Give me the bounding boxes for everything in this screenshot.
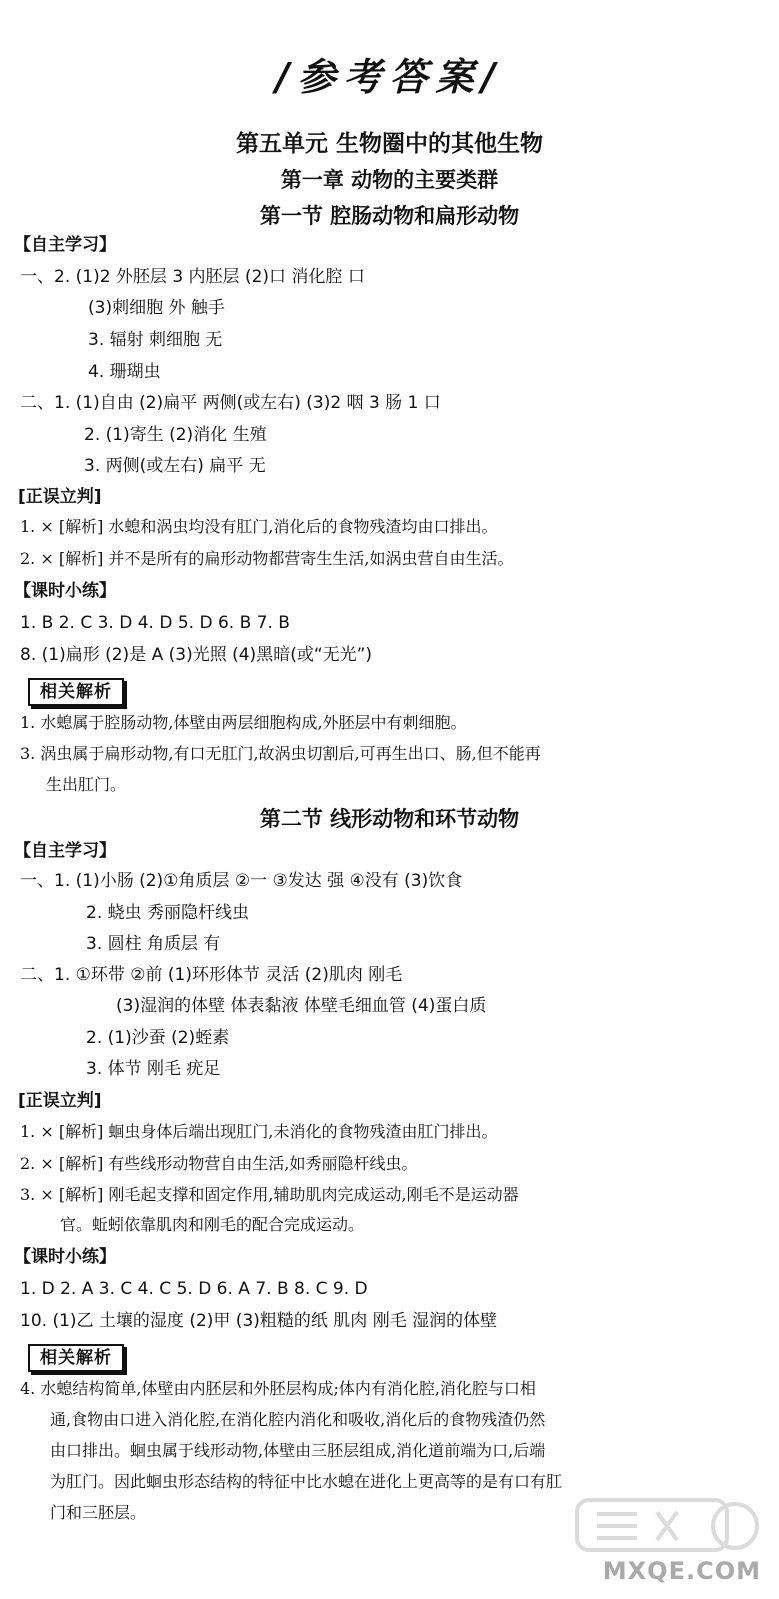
section2-zizhu-line: 3. 圆柱 角质层 有 bbox=[86, 934, 221, 954]
section2-zhengwu-line: 3. × [解析] 刚毛起支撑和固定作用,辅助肌肉完成运动,刚毛不是运动器 bbox=[20, 1185, 519, 1204]
section1-zhengwu-line: 2. × [解析] 并不是所有的扁形动物都营寄生生活,如涡虫营自由生活。 bbox=[20, 549, 514, 568]
section2-jiexi-tag bbox=[28, 1344, 158, 1368]
section1-keshi-line: 1. B 2. C 3. D 4. D 5. D 6. B 7. B bbox=[20, 613, 290, 633]
section2-title: 第二节 线形动物和环节动物 bbox=[259, 807, 520, 831]
section2-zhengwu-line: 2. × [解析] 有些线形动物营自由生活,如秀丽隐杆线虫。 bbox=[20, 1154, 418, 1173]
section2-zizhu-line: 一、1. (1)小肠 (2)①角质层 ②一 ③发达 强 ④没有 (3)饮食 bbox=[20, 871, 463, 891]
section2-zizhu-line: 2. (1)沙蚕 (2)蛭素 bbox=[86, 1028, 230, 1048]
section2-keshi-line: 1. D 2. A 3. C 4. C 5. D 6. A 7. B 8. C 9. D bbox=[20, 1279, 368, 1299]
answer-banner: /参考答案/ bbox=[275, 55, 504, 99]
section2-zhengwu-header: [正误立判] bbox=[18, 1091, 102, 1111]
section2-jiexi-line: 4. 水螅结构简单,体壁由内胚层和外胚层构成;体内有消化腔,消化腔与口相 bbox=[20, 1379, 536, 1398]
section1-zizhu-line: 2. (1)寄生 (2)消化 生殖 bbox=[84, 425, 267, 445]
section1-zizhu-line: (3)刺细胞 外 触手 bbox=[88, 298, 225, 318]
section2-zhengwu-line: 1. × [解析] 蛔虫身体后端出现肛门,未消化的食物残渣由肛门排出。 bbox=[20, 1122, 498, 1141]
section2-keshi-line: 10. (1)乙 土壤的湿度 (2)甲 (3)粗糙的纸 肌肉 刚毛 湿润的体壁 bbox=[20, 1311, 498, 1331]
section1-zizhu-line: 4. 珊瑚虫 bbox=[88, 362, 161, 382]
section1-zizhu-line: 二、1. (1)自由 (2)扁平 两侧(或左右) (3)2 咽 3 肠 1 口 bbox=[20, 393, 441, 413]
section1-zizhu-line: 3. 辐射 刺细胞 无 bbox=[88, 330, 223, 350]
section2-zizhu-line: (3)湿润的体壁 体表黏液 体壁毛细血管 (4)蛋白质 bbox=[116, 996, 487, 1016]
section1-keshi-line: 8. (1)扁形 (2)是 A (3)光照 (4)黑暗(或“无光”) bbox=[20, 645, 373, 665]
section1-jiexi-line: 1. 水螅属于腔肠动物,体壁由两层细胞构成,外胚层中有刺细胞。 bbox=[20, 713, 467, 732]
chapter-title: 第一章 动物的主要类群 bbox=[280, 168, 499, 192]
section1-title: 第一节 腔肠动物和扁形动物 bbox=[259, 204, 520, 228]
jiexi-tag-label: 相关解析 bbox=[28, 1344, 124, 1372]
section1-zhengwu-line: 1. × [解析] 水螅和涡虫均没有肛门,消化后的食物残渣均由口排出。 bbox=[20, 517, 498, 536]
section2-keshi-header: 【课时小练】 bbox=[14, 1247, 116, 1267]
section2-jiexi-line: 通,食物由口进入消化腔,在消化腔内消化和吸收,消化后的食物残渣仍然 bbox=[50, 1410, 546, 1429]
section1-jiexi-tag bbox=[28, 678, 158, 702]
section2-zhengwu-line: 官。蚯蚓依靠肌肉和刚毛的配合完成运动。 bbox=[60, 1215, 365, 1234]
section2-zizhu-line: 2. 蛲虫 秀丽隐杆线虫 bbox=[86, 903, 250, 923]
section1-zhengwu-header: [正误立判] bbox=[18, 487, 102, 507]
section1-jiexi-line: 生出肛门。 bbox=[46, 775, 127, 794]
unit-title: 第五单元 生物圈中的其他生物 bbox=[235, 131, 543, 157]
section2-zizhu-line: 二、1. ①环带 ②前 (1)环形体节 灵活 (2)肌肉 刚毛 bbox=[20, 965, 403, 985]
section2-jiexi-line: 由口排出。蛔虫属于线形动物,体壁由三胚层组成,消化道前端为口,后端 bbox=[50, 1441, 546, 1460]
section1-jiexi-line: 3. 涡虫属于扁形动物,有口无肛门,故涡虫切割后,可再生出口、肠,但不能再 bbox=[20, 744, 541, 763]
section2-jiexi-line: 为肛门。因此蛔虫形态结构的特征中比水螅在进化上更高等的是有口有肛 bbox=[50, 1472, 563, 1491]
section1-zizhu-header: 【自主学习】 bbox=[14, 235, 116, 255]
section2-zizhu-line: 3. 体节 刚毛 疣足 bbox=[86, 1059, 221, 1079]
watermark-text: MXQE.COM bbox=[602, 1557, 761, 1585]
section1-zizhu-line: 一、2. (1)2 外胚层 3 内胚层 (2)口 消化腔 口 bbox=[20, 267, 365, 287]
section2-zizhu-header: 【自主学习】 bbox=[14, 841, 116, 861]
jiexi-tag-label: 相关解析 bbox=[28, 678, 124, 706]
section1-keshi-header: 【课时小练】 bbox=[14, 581, 116, 601]
section2-jiexi-line: 门和三胚层。 bbox=[50, 1503, 147, 1522]
section1-zizhu-line: 3. 两侧(或左右) 扁平 无 bbox=[84, 456, 266, 476]
